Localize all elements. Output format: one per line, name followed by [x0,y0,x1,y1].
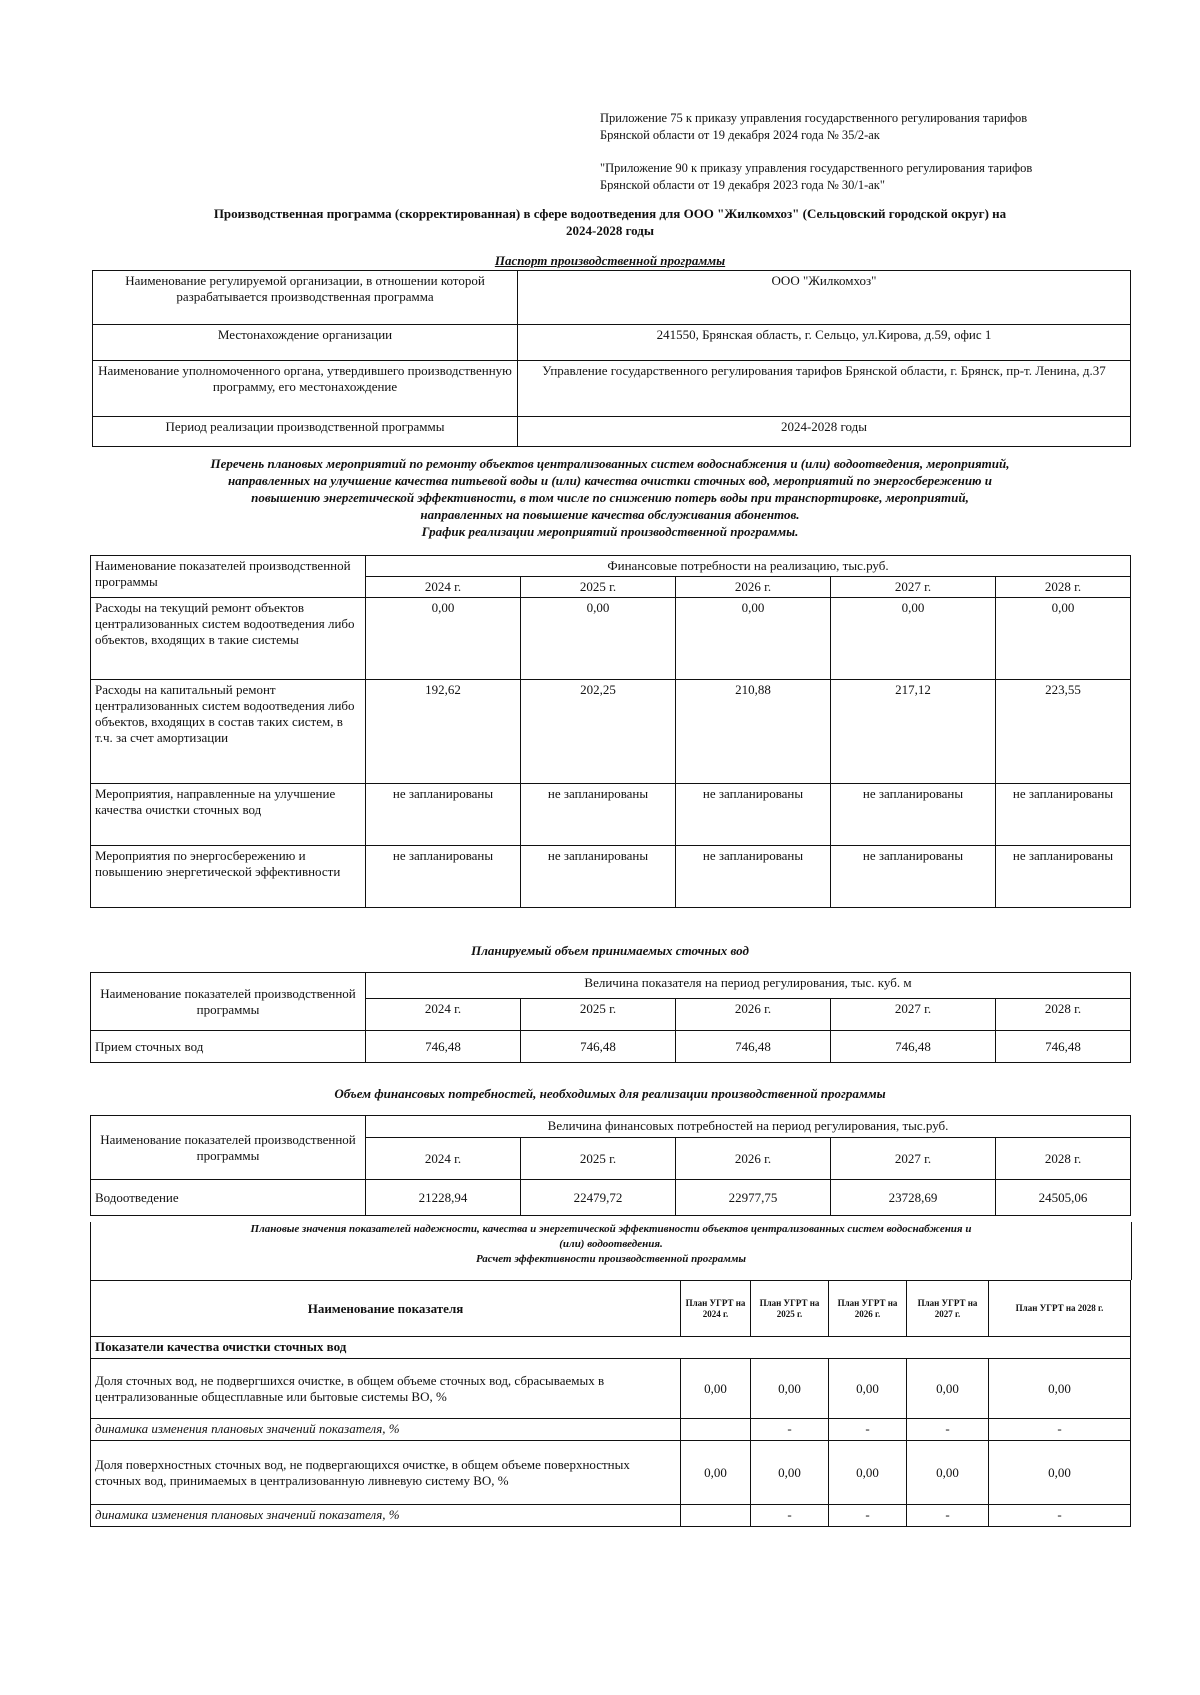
table-row [91,680,1131,784]
annex-line: "Приложение 90 к приказу управления государственного регулирования тарифов [600,161,1033,175]
cell-value: 0,00 [996,598,1131,680]
cell-value: 202,25 [521,680,676,784]
year-header: 2026 г. [676,1138,831,1180]
year-header: 2025 г. [521,1138,676,1180]
annex-line: Брянской области от 19 декабря 2024 года № 35/2-ак [600,128,880,142]
caption-line: Перечень плановых мероприятий по ремонту объектов централизованных систем водоснабжения и (или) водоотведения, мероприятий, [210,456,1010,471]
cell-value: 0,00 [829,1359,907,1419]
cell-value [681,1505,751,1527]
row-label: Расходы на капитальный ремонт централизованных систем водоотведения либо объектов, входящих в состав таких систем, в т.ч. за счет амортизации [91,680,366,784]
cell-value: 23728,69 [831,1180,996,1216]
passport-value: 2024-2028 годы [518,417,1131,447]
cell-value: 22977,75 [676,1180,831,1216]
cell-value: 0,00 [521,598,676,680]
passport-label: Наименование регулируемой организации, в отношении которой разрабатывается производственная программа [93,271,518,325]
measures-table [90,555,1131,908]
annex-line: Брянской области от 19 декабря 2023 года № 30/1-ак" [600,178,885,192]
cell-value: - [751,1505,829,1527]
passport-row [93,325,1131,361]
plan-col-header: План УГРТ на 2026 г. [829,1281,907,1337]
volume-caption: Планируемый объем принимаемых сточных вод [471,943,749,958]
cell-value: 0,00 [831,598,996,680]
cell-value: 0,00 [989,1441,1131,1505]
volume-header-row [91,973,1131,999]
cell-value: не запланированы [366,784,521,846]
year-header: 2024 г. [366,1138,521,1180]
passport-label: Местонахождение организации [93,325,518,361]
cell-value: 746,48 [366,1031,521,1063]
caption-line: (или) водоотведения. [559,1238,663,1250]
document-title [90,205,1130,239]
caption-line: повышению энергетической эффективности, в том числе по снижению потерь воды при транспортировке, мероприятий, [251,490,969,505]
volume-table [90,972,1131,1063]
cell-value: 22479,72 [521,1180,676,1216]
year-header: 2025 г. [521,999,676,1031]
section-title: Показатели качества очистки сточных вод [91,1337,1131,1359]
cell-value: 0,00 [829,1441,907,1505]
measures-header-row [91,556,1131,577]
row-label: Расходы на текущий ремонт объектов централизованных систем водоотведения либо объектов, входящих в такие системы [91,598,366,680]
table-row [91,1359,1131,1419]
finance-header-row [91,1116,1131,1138]
cell-value: 746,48 [521,1031,676,1063]
passport-caption: Паспорт производственной программы [494,253,726,268]
year-header: 2028 г. [996,577,1131,598]
caption-line: График реализации мероприятий производственной программы. [421,524,799,539]
cell-value: не запланированы [996,784,1131,846]
finance-caption: Объем финансовых потребностей, необходимых для реализации производственной программы [334,1086,886,1101]
cell-value: 0,00 [366,598,521,680]
cell-value: 210,88 [676,680,831,784]
cell-value: 0,00 [676,598,831,680]
title-line: Производственная программа (скорректированная) в сфере водоотведения для ООО "Жилкомхоз" (Сельцовский городской округ) на [213,206,1007,221]
section-row [91,1337,1131,1359]
cell-value: 0,00 [751,1359,829,1419]
passport-value: 241550, Брянская область, г. Сельцо, ул.Кирова, д.59, офис 1 [518,325,1131,361]
year-header: 2025 г. [521,577,676,598]
col-name-header: Наименование показателей производственной программы [91,556,366,598]
cell-value: 0,00 [907,1441,989,1505]
year-header: 2028 г. [996,1138,1131,1180]
cell-value: не запланированы [676,846,831,908]
annex-line: Приложение 75 к приказу управления государственного регулирования тарифов [600,111,1028,125]
row-label: динамика изменения плановых значений показателя, % [91,1419,681,1441]
col-name-header: Наименование показателей производственной программы [91,1116,366,1180]
cell-value: 24505,06 [996,1180,1131,1216]
col-group-header: Величина финансовых потребностей на период регулирования, тыс.руб. [366,1116,1131,1138]
row-label: Водоотведение [91,1180,366,1216]
cell-value: 0,00 [751,1441,829,1505]
table-row [91,1031,1131,1063]
passport-row [93,361,1131,417]
plan-col-header: План УГРТ на 2024 г. [681,1281,751,1337]
cell-value: 0,00 [989,1359,1131,1419]
plan-col-header: План УГРТ на 2025 г. [751,1281,829,1337]
table-row [91,1419,1131,1441]
row-label: Мероприятия, направленные на улучшение качества очистки сточных вод [91,784,366,846]
caption-line: Расчет эффективности производственной программы [475,1253,746,1265]
cell-value: не запланированы [521,846,676,908]
caption-line: Плановые значения показателей надежности, качества и энергетической эффективности объектов централизованных систем водоснабжения и [250,1223,972,1235]
passport-row [93,271,1131,325]
passport-row [93,417,1131,447]
row-label: Мероприятия по энергосбережению и повышению энергетической эффективности [91,846,366,908]
cell-value: - [751,1419,829,1441]
table-row [91,846,1131,908]
cell-value: не запланированы [996,846,1131,908]
row-label: Доля сточных вод, не подвергшихся очистке, в общем объеме сточных вод, сбрасываемых в централизованные общесплавные или бытовые системы ВО, % [91,1359,681,1419]
title-line: 2024-2028 годы [565,223,654,238]
cell-value: 746,48 [996,1031,1131,1063]
col-group-header: Величина показателя на период регулирования, тыс. куб. м [366,973,1131,999]
cell-value: - [907,1419,989,1441]
passport-value: ООО "Жилкомхоз" [518,271,1131,325]
cell-value: 746,48 [676,1031,831,1063]
year-header: 2024 г. [366,577,521,598]
cell-value [681,1419,751,1441]
table-row [91,1505,1131,1527]
row-label: Прием сточных вод [91,1031,366,1063]
cell-value: 0,00 [681,1359,751,1419]
cell-value: не запланированы [676,784,831,846]
year-header: 2027 г. [831,577,996,598]
cell-value: 223,55 [996,680,1131,784]
caption-line: направленных на повышение качества обслуживания абонентов. [420,507,800,522]
year-header: 2027 г. [831,1138,996,1180]
cell-value: 0,00 [681,1441,751,1505]
cell-value: 192,62 [366,680,521,784]
measures-caption [90,455,1130,540]
cell-value: не запланированы [831,784,996,846]
year-header: 2024 г. [366,999,521,1031]
col-name-header: Наименование показателя [91,1281,681,1337]
cell-value: - [989,1419,1131,1441]
cell-value: 217,12 [831,680,996,784]
cell-value: не запланированы [521,784,676,846]
finance-table [90,1115,1131,1216]
reliability-table [90,1280,1131,1527]
reliability-caption [90,1222,1132,1280]
cell-value: - [989,1505,1131,1527]
cell-value: 21228,94 [366,1180,521,1216]
year-header: 2026 г. [676,999,831,1031]
annex-block-2 [600,160,1032,194]
passport-label: Период реализации производственной программы [93,417,518,447]
year-header: 2026 г. [676,577,831,598]
cell-value: не запланированы [831,846,996,908]
cell-value: - [907,1505,989,1527]
annex-block-1 [600,110,1027,144]
table-row [91,784,1131,846]
plan-col-header: План УГРТ на 2027 г. [907,1281,989,1337]
row-label: динамика изменения плановых значений показателя, % [91,1505,681,1527]
plan-col-header: План УГРТ на 2028 г. [989,1281,1131,1337]
cell-value: 746,48 [831,1031,996,1063]
reliability-header-row [91,1281,1131,1337]
table-row [91,1441,1131,1505]
cell-value: не запланированы [366,846,521,908]
cell-value: 0,00 [907,1359,989,1419]
table-row [91,598,1131,680]
cell-value: - [829,1505,907,1527]
year-header: 2027 г. [831,999,996,1031]
passport-table [92,270,1131,447]
col-group-header: Финансовые потребности на реализацию, тыс.руб. [366,556,1131,577]
cell-value: - [829,1419,907,1441]
row-label: Доля поверхностных сточных вод, не подвергающихся очистке, в общем объеме поверхностных сточных вод, принимаемых в централизованную ливневую систему ВО, % [91,1441,681,1505]
year-header: 2028 г. [996,999,1131,1031]
passport-label: Наименование уполномоченного органа, утвердившего производственную программу, его местонахождение [93,361,518,417]
table-row [91,1180,1131,1216]
passport-value: Управление государственного регулирования тарифов Брянской области, г. Брянск, пр-т. Ленина, д.37 [518,361,1131,417]
caption-line: направленных на улучшение качества питьевой воды и (или) качества очистки сточных вод, мероприятий по энергосбережению и [227,473,993,488]
col-name-header: Наименование показателей производственной программы [91,973,366,1031]
